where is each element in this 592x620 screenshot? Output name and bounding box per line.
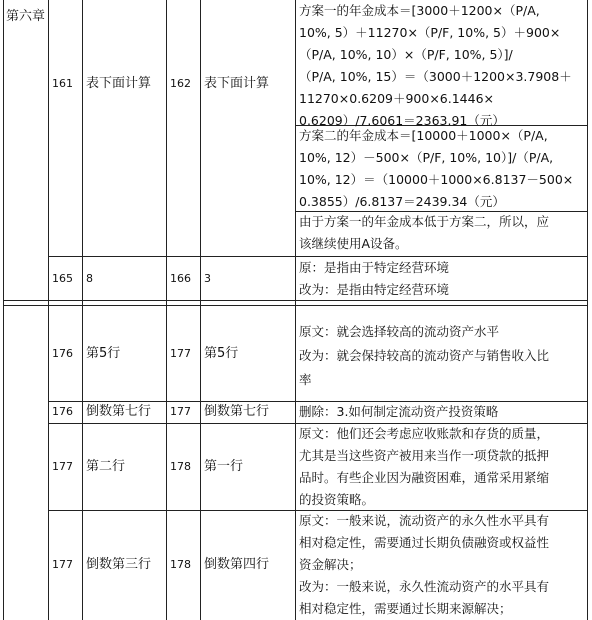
page-number-a: 161 <box>52 77 73 90</box>
page-number-a: 177 <box>52 558 73 571</box>
text-line: 改为：一般来说，永久性流动资产的水平具有 <box>299 579 550 594</box>
text-line: 改为：是指由特定经营环境 <box>299 282 450 297</box>
page-number-a: 177 <box>52 460 73 473</box>
page-number-a: 176 <box>52 347 73 360</box>
text-line: 方案一的年金成本＝[3000＋1200×（P/A, <box>299 3 540 18</box>
text-line: 改为：就会保持较高的流动资产与销售收入比 <box>299 348 550 363</box>
grid-line-left <box>3 0 4 620</box>
text-line: 相对稳定性，需要通过长期负债融资或权益性 <box>299 535 550 550</box>
grid-line-col5 <box>295 0 296 620</box>
location-b: 3 <box>204 272 211 285</box>
text-line: 的投资策略。 <box>299 492 375 507</box>
text-line: 相对稳定性，需要通过长期来源解决； <box>299 601 512 616</box>
text-line: 原文：他们还会考虑应收账款和存货的质量， <box>299 426 550 441</box>
text-line: 0.3855）/6.8137＝2439.34（元） <box>299 194 505 209</box>
page-number-b: 178 <box>170 460 191 473</box>
text-line: 删除：3.如何制定流动资产投资策略 <box>299 404 499 419</box>
text-line: 该继续使用A设备。 <box>299 236 408 251</box>
grid-line-col4 <box>200 0 201 620</box>
text-line: （P/A, 10%, 15）＝（3000＋1200×3.7908＋ <box>299 69 572 84</box>
page-number-b: 162 <box>170 77 191 90</box>
location-b: 倒数第七行 <box>204 404 270 419</box>
correction-text <box>299 423 549 511</box>
location-a: 8 <box>86 272 93 285</box>
location-b: 第一行 <box>204 459 244 474</box>
page-number-b: 166 <box>170 272 191 285</box>
page-number-a: 176 <box>52 405 73 418</box>
location-b: 表下面计算 <box>204 76 270 91</box>
page-number-b: 177 <box>170 347 191 360</box>
correction-text <box>299 510 549 620</box>
text-line: 率 <box>299 372 312 387</box>
location-a: 倒数第三行 <box>86 557 152 572</box>
correction-text <box>299 401 498 423</box>
text-line: 品时。有些企业因为融资困难，通常采用紧缩 <box>299 470 550 485</box>
text-line: 11270×0.6209＋900×6.1446× <box>299 91 495 106</box>
text-line: 方案二的年金成本＝[10000＋1000×（P/A, <box>299 128 548 143</box>
correction-text <box>299 257 449 301</box>
location-a: 第5行 <box>86 346 121 361</box>
location-b: 第5行 <box>204 346 239 361</box>
correction-text <box>299 320 549 392</box>
page-number-a: 165 <box>52 272 73 285</box>
grid-line-col1 <box>48 0 49 620</box>
location-a: 倒数第七行 <box>86 404 152 419</box>
text-line: 原文：就会选择较高的流动资产水平 <box>299 324 500 339</box>
text-line: 原文：一般来说，流动资产的永久性水平具有 <box>299 513 550 528</box>
correction-text-plan1 <box>299 0 572 132</box>
location-a: 第二行 <box>86 459 126 474</box>
grid-line-col3 <box>166 0 167 620</box>
page-number-b: 177 <box>170 405 191 418</box>
location-a: 表下面计算 <box>86 76 152 91</box>
text-line: 资金解决； <box>299 557 362 572</box>
text-line: 10%, 12）－500×（P/F, 10%, 10）]/（P/A, <box>299 150 554 165</box>
grid-line-col2 <box>82 0 83 620</box>
correction-text-conclusion <box>299 211 549 255</box>
text-line: 10%, 5）＋11270×（P/F, 10%, 5）＋900× <box>299 25 561 40</box>
text-line: （P/A, 10%, 10）×（P/F, 10%, 5）]/ <box>299 47 513 62</box>
correction-text-plan2 <box>299 125 573 213</box>
grid-line-section-top <box>3 300 587 301</box>
grid-line-section-bottom <box>3 305 587 306</box>
chapter-label: 第六章 <box>6 9 46 24</box>
grid-line-right <box>587 0 588 620</box>
text-line: 0.6209）/7.6061＝2363.91（元） <box>299 113 505 128</box>
location-b: 倒数第四行 <box>204 557 270 572</box>
text-line: 10%, 12）＝（10000＋1000×6.8137－500× <box>299 172 574 187</box>
page-number-b: 178 <box>170 558 191 571</box>
text-line: 由于方案一的年金成本低于方案二，所以，应 <box>299 214 550 229</box>
text-line: 原：是指由于特定经营环境 <box>299 260 450 275</box>
text-line: 尤其是当这些资产被用来当作一项贷款的抵押 <box>299 448 550 463</box>
